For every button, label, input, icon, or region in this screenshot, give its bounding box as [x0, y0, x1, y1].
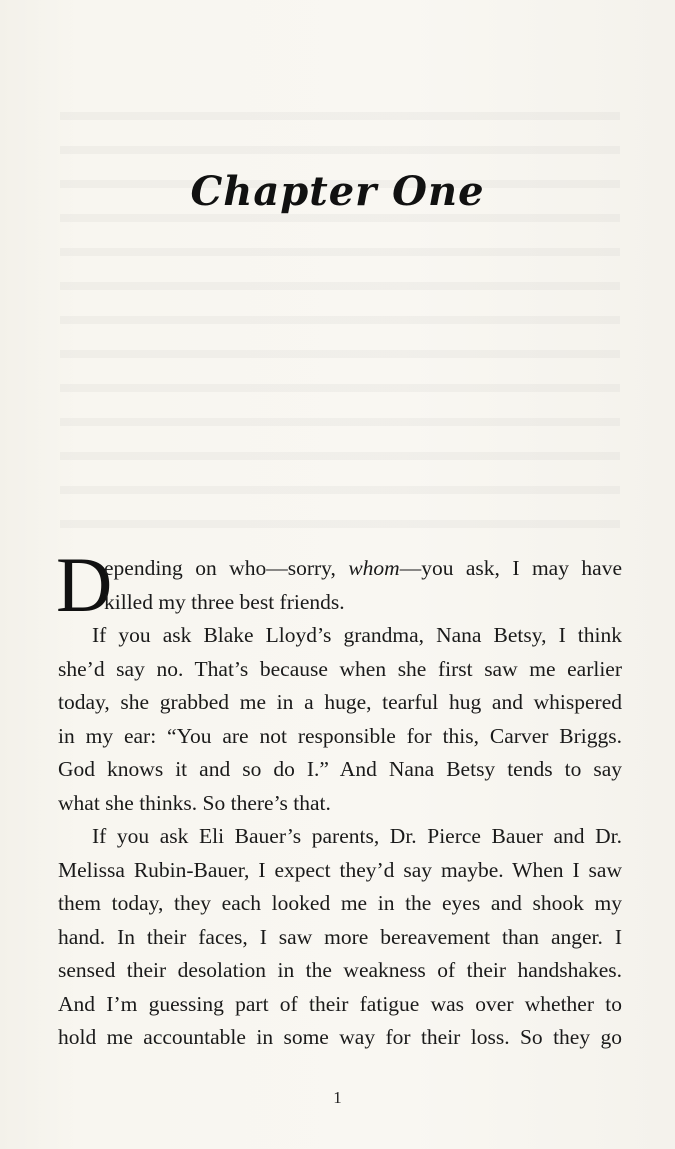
paragraph-line	[104, 552, 622, 586]
paragraph-line: hold me accountable in some way for their loss. So they go	[58, 1025, 622, 1049]
paragraph-line: If you ask Eli Bauer’s parents, Dr. Pierce Bauer and Dr.	[92, 824, 622, 848]
page-number: 1	[333, 1088, 342, 1107]
paragraph-line: in my ear: “You are not responsible for this, Carver Briggs.	[58, 723, 622, 748]
paragraph-line: sensed their desolation in the weakness of their handshakes.	[58, 958, 622, 982]
paragraph-line: killed my three best friends.	[104, 589, 345, 614]
paragraph-line: today, she grabbed me in a huge, tearful hug and whispered	[58, 690, 622, 714]
paragraph-line: she’d say no. That’s because when she first saw me earlier	[58, 656, 622, 681]
drop-cap-lines	[104, 552, 622, 619]
text-run: epending on who—sorry,	[104, 556, 349, 580]
paragraph-line: And I’m guessing part of their fatigue was over whether to	[58, 991, 622, 1016]
drop-cap: D	[56, 541, 113, 628]
second-paragraph	[58, 619, 622, 820]
paragraph-line: God knows it and so do I.” And Nana Betsy tends to say	[58, 757, 622, 781]
chapter-body	[56, 541, 622, 1055]
paragraph-line: If you ask Blake Lloyd’s grandma, Nana Betsy, I think	[92, 623, 622, 647]
emphasis-text: whom	[348, 556, 400, 580]
show-through-texture	[60, 90, 620, 530]
third-paragraph	[58, 820, 622, 1055]
paragraph-line: them today, they each looked me in the eyes and shook my	[58, 891, 622, 915]
first-paragraph	[56, 541, 622, 628]
text-run: —you ask, I may have	[399, 556, 622, 580]
chapter-title: Chapter One	[190, 168, 485, 215]
paragraph-line: Melissa Rubin-Bauer, I expect they’d say maybe. When I saw	[58, 857, 622, 882]
paragraph-line: hand. In their faces, I saw more bereavement than anger. I	[58, 924, 622, 949]
paragraph-line: what she thinks. So there’s that.	[58, 790, 331, 815]
